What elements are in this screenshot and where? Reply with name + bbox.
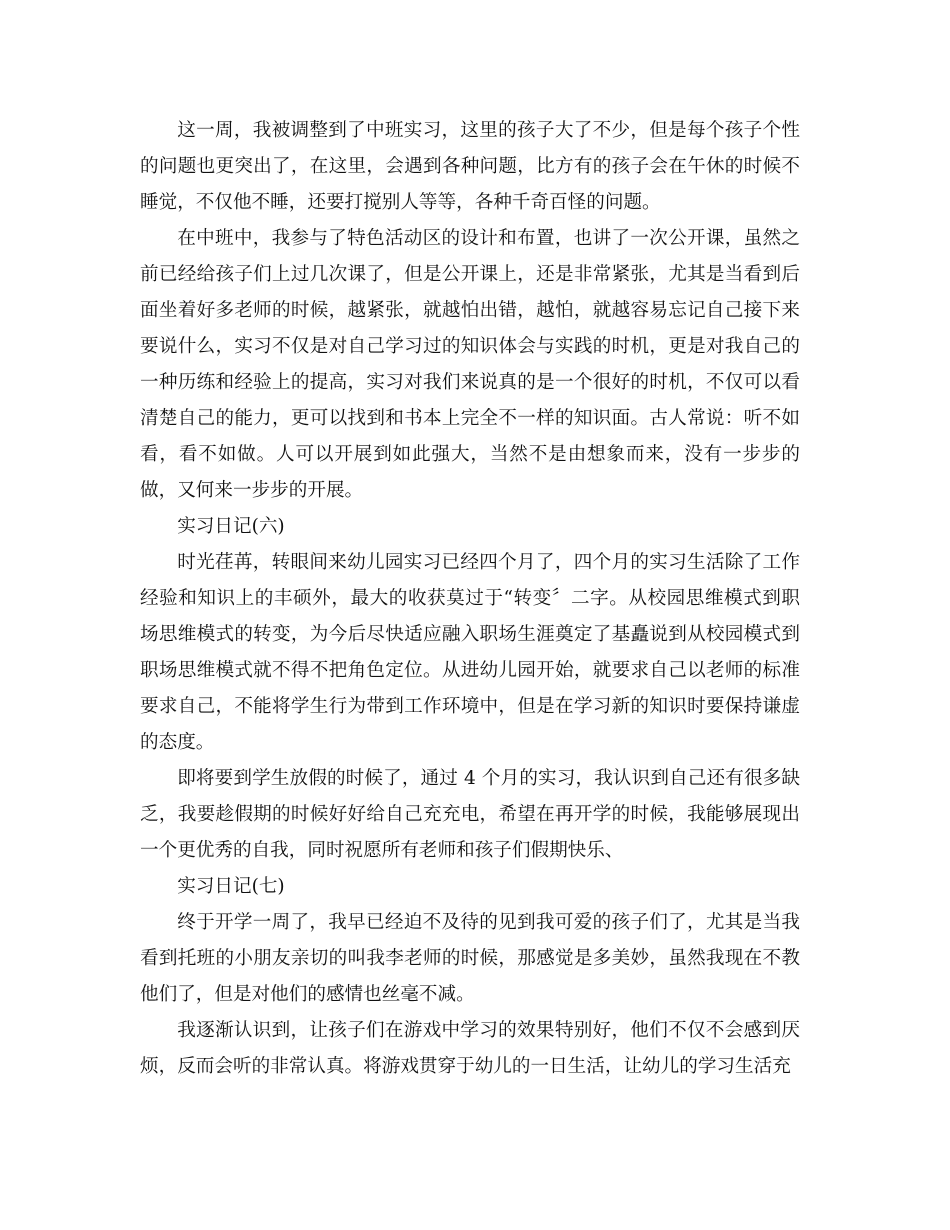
paragraph-open-class: 在中班中，我参与了特色活动区的设计和布置，也讲了一次公开课，虽然之前已经给孩子们上过几次课了，但是公开课上，还是非常紧张，尤其是当看到后面坐着好多老师的时候，越紧张，就越怕出错，越怕，就越容易忘记自己接下来要说什么，实习不仅是对自己学习过的知识体会与实践的时机，更是对我自己的一种历练和经验上的提高，实习对我们来说真的是一个很好的时机，不仅可以看清楚自己的能力，更可以找到和书本上完全不一样的知识面。古人常说：听不如看，看不如做。人可以开展到如此强大，当然不是由想象而来，没有一步步的做，又何来一步步的开展。: [140, 228, 800, 501]
heading-diary-six: 实习日记(六): [177, 516, 285, 537]
paragraph-learning-by-play: 我逐渐认识到，让孩子们在游戏中学习的效果特别好，他们不仅不会感到厌烦，反而会听的非常认真。将游戏贯穿于幼儿的一日生活，让幼儿的学习生活充: [140, 1020, 800, 1077]
document-body: [140, 113, 800, 1085]
paragraph-holiday: 即将要到学生放假的时候了，通过 4 个月的实习，我认识到自己还有很多缺乏，我要趁假期的时候好好给自己充充电，希望在再开学的时候，我能够展现出一个更优秀的自我，同时祝愿所有老师和孩子们假期快乐、: [140, 768, 800, 861]
paragraph-new-term: 终于开学一周了，我早已经迫不及待的见到我可爱的孩子们了，尤其是当我看到托班的小朋友亲切的叫我李老师的时候，那感觉是多美妙，虽然我现在不教他们了，但是对他们的感情也丝毫不减。: [140, 912, 800, 1005]
paragraph-four-months: 时光荏苒，转眼间来幼儿园实习已经四个月了，四个月的实习生活除了工作经验和知识上的丰硕外，最大的收获莫过于“转变〞二字。从校园思维模式到职场思维模式的转变，为今后尽快适应融入职场生涯奠定了基矗说到从校园模式到职场思维模式就不得不把角色定位。从进幼儿园开始，就要求自己以老师的标准要求自己，不能将学生行为带到工作环境中，但是在学习新的知识时要保持谦虚的态度。: [140, 552, 800, 753]
paragraph-week-middle-class: 这一周，我被调整到了中班实习，这里的孩子大了不少，但是每个孩子个性的问题也更突出了，在这里，会遇到各种问题，比方有的孩子会在午休的时候不睡觉，不仅他不睡，还要打搅别人等等，各种千奇百怪的问题。: [140, 120, 800, 213]
heading-diary-seven: 实习日记(七): [177, 876, 285, 897]
